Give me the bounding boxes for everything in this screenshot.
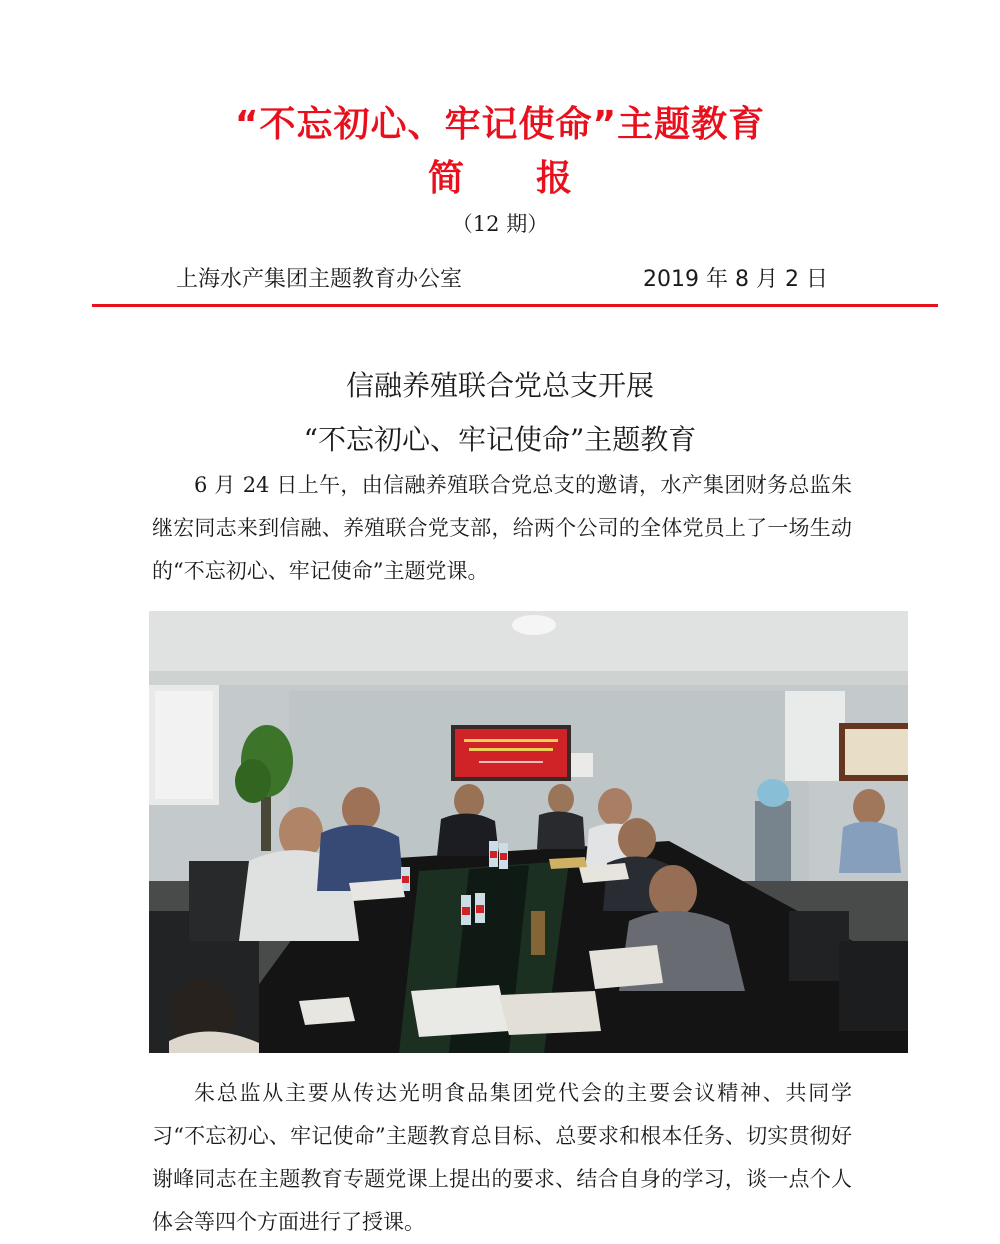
issuing-office: 上海水产集团主题教育办公室 (176, 267, 463, 292)
bulletin-title: “不忘初心、牢记使命”主题教育 (234, 104, 766, 145)
meeting-photo (149, 611, 908, 1053)
header-divider (92, 304, 938, 307)
bulletin-subtitle-char-1: 简 (427, 158, 464, 199)
article-title-line-1: 信融养殖联合党总支开展 (345, 369, 654, 402)
bulletin-subtitle-char-2: 报 (536, 158, 573, 199)
article-paragraph-1: 6 月 24 日上午，由信融养殖联合党总支的邀请，水产集团财务总监朱继宏同志来到信融、养殖联合党支部，给两个公司的全体党员上了一场生动的“不忘初心、牢记使命”主题党课。 (152, 473, 852, 583)
issue-number: （12 期） (451, 212, 549, 236)
article-paragraph-2: 朱总监从主要从传达光明食品集团党代会的主要会议精神、共同学习“不忘初心、牢记使命”主题教育总目标、总要求和根本任务、切实贯彻好谢峰同志在主题教育专题党课上提出的要求、结合自身的学习，谈一点个人体会等四个方面进行了授课。 (152, 1081, 852, 1234)
issue-date: 2019 年 8 月 2 日 (643, 267, 828, 292)
article-title-line-2: “不忘初心、牢记使命”主题教育 (303, 423, 697, 456)
bulletin-subtitle (0, 150, 1000, 201)
